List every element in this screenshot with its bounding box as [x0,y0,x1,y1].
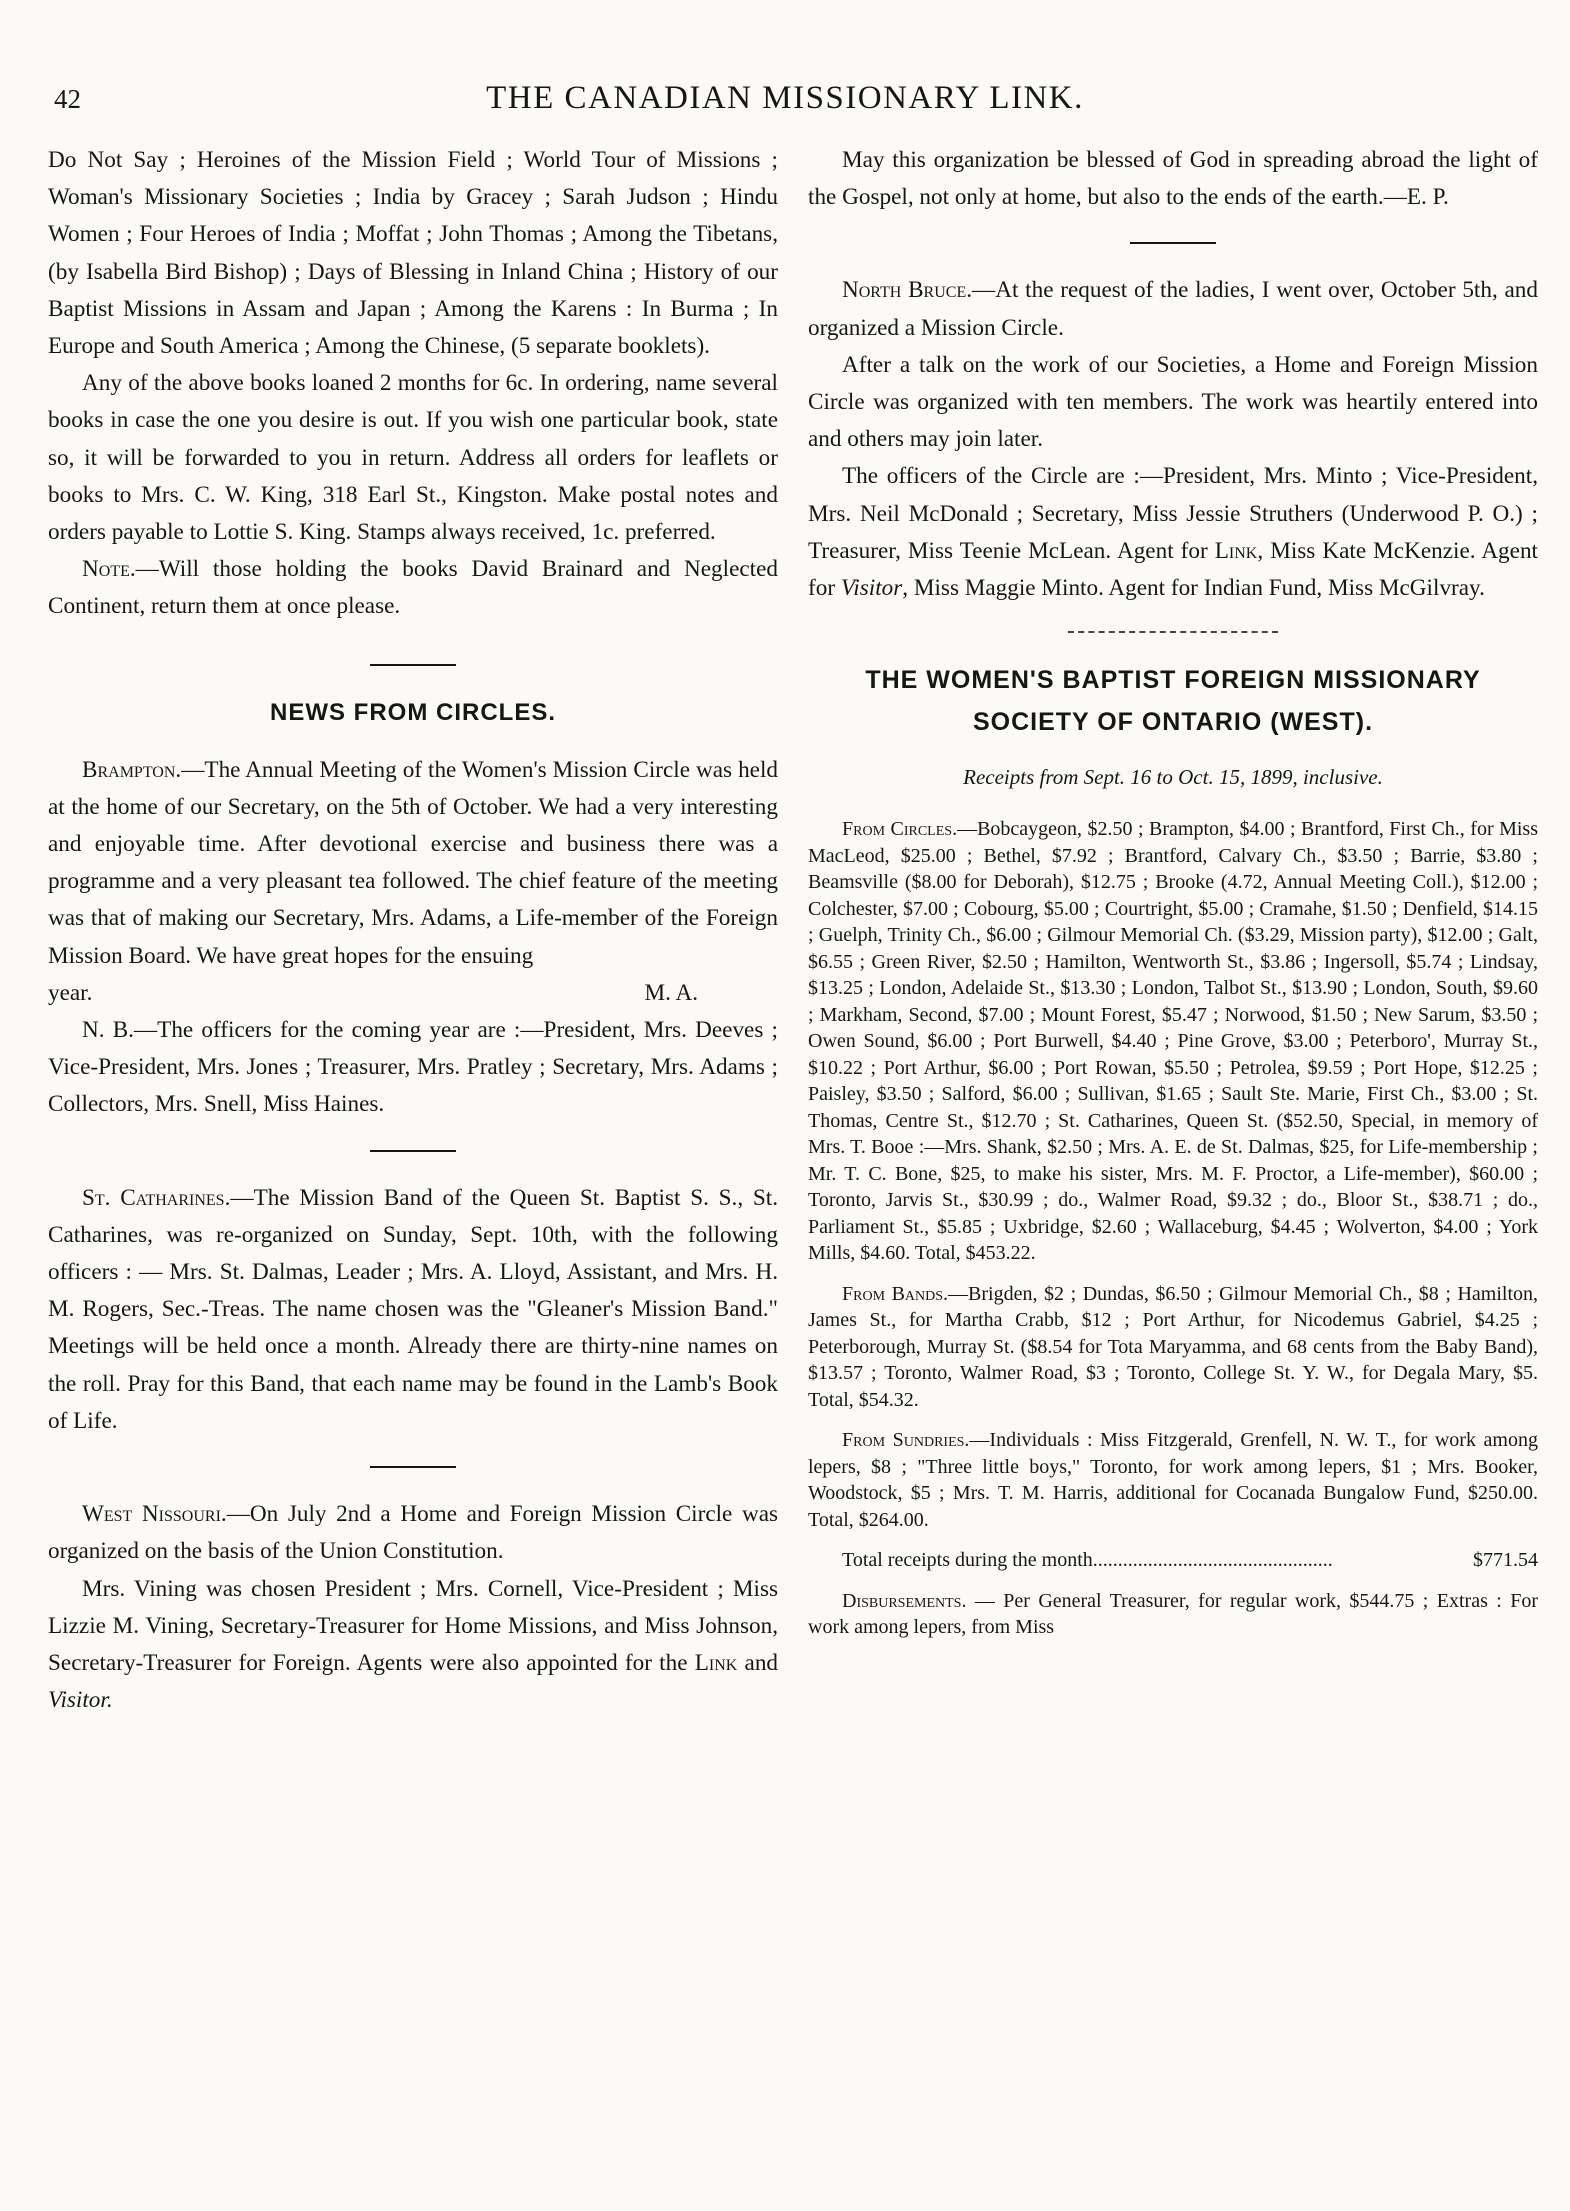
west-nissouri-officers-text: Mrs. Vining was chosen President ; Mrs. Cornell, Vice-President ; Miss Lizzie M. Vining, Secretary-Treasurer for Home Missions, and Miss Johnson, Secretary-Treasurer for Foreign. Agents were also appointed for the [48,1575,778,1676]
brampton-signature: M. A. [644,979,698,1006]
west-nissouri-report [48,1496,778,1570]
section-rule [370,664,456,666]
total-receipts-line [808,1547,1538,1574]
north-bruce-officers [808,458,1538,607]
brampton-signoff [48,975,778,1012]
receipts-sundries [808,1427,1538,1533]
sundries-text: —Individuals : Miss Fitzgerald, Grenfell, N. W. T., for work among lepers, $8 ; "Three little boys," Toronto, for work among lepers, $1 ; Mrs. Booker, Woodstock, $5 ; Mrs. T. M. Harris, additional for Cocanada Bungalow Fund, $250.00. Total, $264.00. [808,1429,1538,1531]
total-amount: $771.54 [1473,1549,1538,1572]
page-number: 42 [54,84,81,114]
society-heading-line-1: THE WOMEN'S BAPTIST FOREIGN MISSIONARY [865,666,1481,695]
north-bruce-officers-b: , Miss Kate McKenzie. Agent for [808,537,1538,602]
total-dots: ................................................ [1092,1549,1333,1572]
west-nissouri-text: —On July 2nd a Home and Foreign Mission Circle was organized on the basis of the Union Constitution. [48,1501,779,1565]
west-nissouri-place: West Nissouri. [82,1501,227,1528]
bands-text: —Brigden, $2 ; Dundas, $6.50 ; Gilmour Memorial Ch., $8 ; Hamilton, James St., for Martha Crabb, $12 ; Port Arthur, for Nicodemus Gabriel, $4.25 ; Peterborough, Murray St. ($8.54 for Tota Maryamma, and 68 cents from the Baby Band), $13.57 ; Toronto, Walmer Road, $3 ; Toronto, College St. Y. W., for Degala Mary, $5. Total, $54.32. [808,1282,1538,1411]
note-label: Note. [82,556,136,583]
section-rule [1130,242,1216,244]
brampton-last-word: year. [48,979,93,1006]
right-column [808,142,1538,1641]
brampton-place: Brampton. [82,756,182,783]
total-label: Total receipts during the month [842,1549,1093,1572]
west-nissouri-officers [48,1571,778,1720]
circles-label: From Circles. [842,818,958,841]
st-catharines-text: —The Mission Band of the Queen St. Baptist S. S., St. Catharines, was re-organized on Sunday, Sept. 10th, with the following officers : — Mrs. St. Dalmas, Leader ; Mrs. A. Lloyd, Assistant, and Mrs. H. M. Rogers, Sec.-Treas. The name chosen was the "Gleaner's Mission Band." Meetings will be held once a month. Already there are thirty-nine names on the roll. Pray for this Band, that each name may be found in the Lamb's Book of Life. [48,1184,779,1434]
west-nissouri-visitor: Visitor. [48,1687,113,1714]
society-heading-line-2: SOCIETY OF ONTARIO (WEST). [972,708,1374,737]
north-bruce-visitor: Visitor [840,575,903,602]
disbursements-label: Disbursements. [842,1589,967,1612]
st-catharines-report [48,1180,778,1440]
north-bruce-place: North Bruce. [842,277,973,304]
sundries-label: From Sundries. [842,1429,970,1452]
north-bruce-officers-c: , Miss Maggie Minto. Agent for Indian Fund, Miss McGilvray. [902,575,1485,602]
disbursements [808,1588,1538,1641]
section-rule-dashed [1068,631,1278,633]
section-rule [370,1466,456,1468]
brampton-text: —The Annual Meeting of the Women's Mission Circle was held at the home of our Secretary, on the 5th of October. We had a very interesting and enjoyable time. After devotional exercise and business there was a programme and a very pleasant tea followed. The chief feature of the meeting was that of making our Secretary, Mrs. Adams, a Life-member of the Foreign Mission Board. We have great hopes for the ensuing [48,756,778,969]
north-bruce-text: —At the request of the ladies, I went over, October 5th, and organized a Mission Circle. [808,277,1538,341]
west-nissouri-and: and [737,1649,779,1676]
bands-label: From Bands. [842,1282,949,1305]
note-text: —Will those holding the books David Brainard and Neglected Continent, return them at once please. [48,556,778,620]
receipts-bands [808,1281,1538,1414]
west-nissouri-link: Link [694,1649,738,1676]
news-heading: NEWS FROM CIRCLES. [270,698,556,726]
brampton-officers: N. B.—The officers for the coming year are :—President, Mrs. Deeves ; Vice-President, Mrs. Jones ; Treasurer, Mrs. Pratley ; Secretary, Mrs. Adams ; Collectors, Mrs. Snell, Miss Haines. [48,1017,778,1118]
loan-notice: Any of the above books loaned 2 months for 6c. In ordering, name several books in case the one you desire is out. If you wish one particular book, state so, it will be forwarded to you in return. Address all orders for leaflets or books to Mrs. C. W. King, 318 Earl St., Kingston. Make postal notes and orders payable to Lottie S. King. Stamps always received, 1c. preferred. [48,370,778,546]
north-bruce-report [808,272,1538,346]
blessing-paragraph: May this organization be blessed of God in spreading abroad the light of the Gospel, not only at home, but also to the ends of the earth.—E. P. [808,147,1538,211]
disbursements-text: — Per General Treasurer, for regular work, $544.75 ; Extras : For work among lepers, from Miss [808,1589,1538,1639]
receipts-circles [808,816,1538,1267]
receipts-subtitle: Receipts from Sept. 16 to Oct. 15, 1899, inclusive. [963,765,1383,790]
circles-text: —Bobcaygeon, $2.50 ; Brampton, $4.00 ; Brantford, First Ch., for Miss MacLeod, $25.00 ; Bethel, $7.92 ; Brantford, Calvary Ch., $3.50 ; Barrie, $3.80 ; Beamsville ($8.00 for Deborah), $12.75 ; Brooke (4.72, Annual Meeting Coll.), $12.00 ; Colchester, $7.00 ; Cobourg, $5.00 ; Courtright, $5.00 ; Cramahe, $1.50 ; Denfield, $14.15 ; Guelph, Trinity Ch., $6.00 ; Gilmour Memorial Ch. ($3.29, Mission party), $12.00 ; Galt, $6.55 ; Green River, $2.50 ; Hamilton, Wentworth St., $3.86 ; Ingersoll, $5.74 ; Lindsay, $13.25 ; London, Adelaide St., $13.30 ; London, Talbot St., $13.90 ; London, South, $9.60 ; Markham, Second, $7.00 ; Mount Forest, $5.47 ; Norwood, $1.50 ; New Sarum, $3.50 ; Owen Sound, $6.00 ; Port Burwell, $4.40 ; Pine Grove, $3.00 ; Peterboro', Murray St., $10.22 ; Port Arthur, $6.00 ; Port Rowan, $5.50 ; Petrolea, $9.59 ; Port Hope, $12.25 ; Paisley, $3.50 ; Salford, $6.00 ; Sullivan, $1.65 ; Sault Ste. Marie, First Ch., $3.00 ; St. Thomas, Centre St., $12.70 ; St. Catharines, Queen St. ($52.50, Special, in memory of Mrs. T. Booe :—Mrs. Shank, $2.50 ; Mrs. A. E. de St. Dalmas, $25, for Life-membership ; Mr. T. C. Bone, $25, to make his sister, Mrs. M. F. Proctor, a Life-member), $60.00 ; Toronto, Jarvis St., $30.99 ; do., Walmer Road, $9.32 ; do., Bloor St., $38.71 ; do., Parliament St., $5.85 ; Uxbridge, $2.60 ; Wallaceburg, $4.45 ; Wolverton, $4.00 ; York Mills, $4.60. Total, $453.22. [808,818,1538,1265]
note-paragraph [48,551,778,625]
book-list: Do Not Say ; Heroines of the Mission Field ; World Tour of Missions ; Woman's Missionary Societies ; India by Gracey ; Sarah Judson ; Hindu Women ; Four Heroes of India ; Moffat ; John Thomas ; Among the Tibetans, (by Isabella Bird Bishop) ; Days of Blessing in Inland China ; History of our Baptist Missions in Assam and Japan ; Among the Karens : In Burma ; In Europe and South America ; Among the Chinese, (5 separate booklets). [48,147,778,360]
brampton-report [48,752,778,975]
masthead-title: THE CANADIAN MISSIONARY LINK. [486,80,1084,116]
st-catharines-place: St. Catharines. [82,1184,231,1211]
section-rule [370,1150,456,1152]
north-bruce-link: Link [1214,537,1258,564]
left-column [48,142,778,1719]
north-bruce-officers-a: The officers of the Circle are :—President, Mrs. Minto ; Vice-President, Mrs. Neil McDonald ; Secretary, Miss Jessie Struthers (Underwood P. O.) ; Treasurer, Miss Teenie McLean. Agent for [808,463,1538,564]
north-bruce-talk: After a talk on the work of our Societies, a Home and Foreign Mission Circle was organized with ten members. The work was heartily entered into and others may join later. [808,351,1538,453]
